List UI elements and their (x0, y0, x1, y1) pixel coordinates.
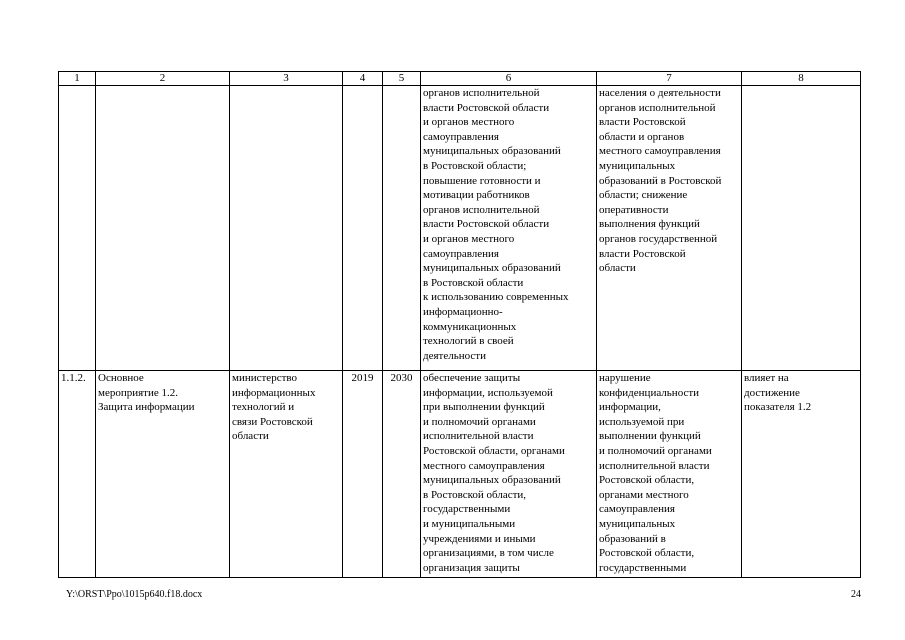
cell-number: 1.1.2. (59, 371, 96, 578)
cell-end-year (383, 86, 421, 371)
cell-indicator-link (742, 86, 861, 371)
column-number-2: 2 (96, 72, 230, 86)
footer-file-path: Y:\ORST\Ppo\1015p640.f18.docx (66, 589, 203, 600)
cell-indicator-link: влияет на достижение показателя 1.2 (742, 371, 861, 578)
column-numbers-row (59, 72, 861, 86)
cell-start-year: 2019 (343, 371, 383, 578)
cell-start-year (343, 86, 383, 371)
cell-consequences: населения о деятельности органов исполнительной власти Ростовской области и органов местного самоуправления муниципальных образований в Ростовской области; снижение оперативности выполнения функций органов государственной власти Ростовской области (597, 86, 742, 371)
column-number-4: 4 (343, 72, 383, 86)
cell-activity: Основное мероприятие 1.2. Защита информации (96, 371, 230, 578)
program-table (58, 71, 861, 578)
cell-activity (96, 86, 230, 371)
cell-executor: министерство информационных технологий и связи Ростовской области (230, 371, 343, 578)
column-number-6: 6 (421, 72, 597, 86)
column-number-5: 5 (383, 72, 421, 86)
table-row-continued (59, 86, 861, 371)
table-row-1-1-2 (59, 371, 861, 578)
cell-expected-result: обеспечение защиты информации, используемой при выполнении функций и полномочий органами исполнительной власти Ростовской области, органами местного самоуправления муниципальных образований в Ростовской области, государственными и муниципальными учреждениями и иными организациями, в том числе организация защиты (421, 371, 597, 578)
cell-consequences: нарушение конфиденциальности информации, используемой при выполнении функций и полномочий органами исполнительной власти Ростовской области, органами местного самоуправления муниципальных образований в Ростовской области, государственными (597, 371, 742, 578)
column-number-7: 7 (597, 72, 742, 86)
cell-number (59, 86, 96, 371)
cell-executor (230, 86, 343, 371)
column-number-8: 8 (742, 72, 861, 86)
column-number-3: 3 (230, 72, 343, 86)
cell-end-year: 2030 (383, 371, 421, 578)
page-number: 24 (851, 589, 861, 600)
cell-expected-result: органов исполнительной власти Ростовской области и органов местного самоуправления муниципальных образований в Ростовской области; повышение готовности и мотивации работников органов исполнительной власти Ростовской области и органов местного самоуправления муниципальных образований в Ростовской области к использованию современных информационно- коммуникационных технологий в своей деятельности (421, 86, 597, 371)
column-number-1: 1 (59, 72, 96, 86)
